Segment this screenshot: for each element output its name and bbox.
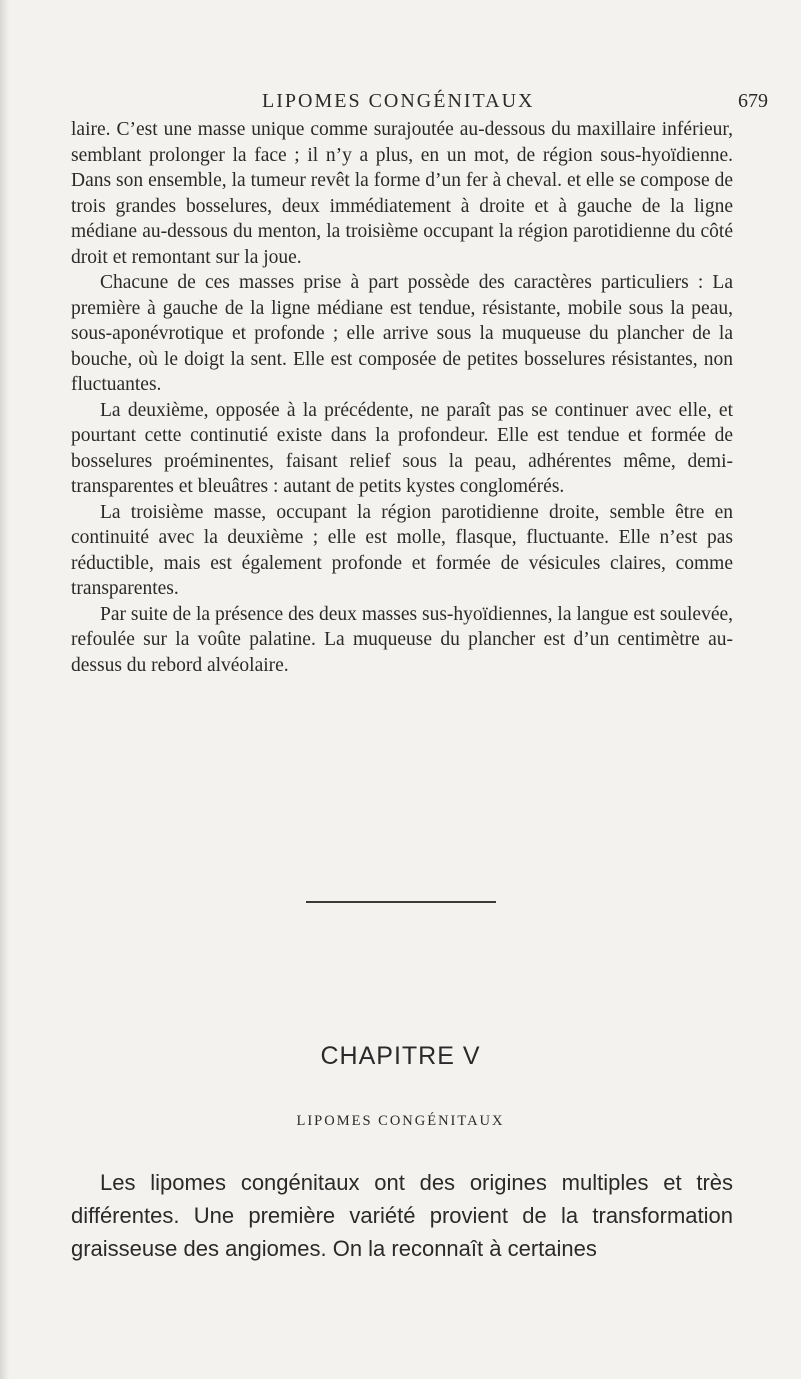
paragraph: La deuxième, opposée à la précédente, ne paraît pas se continuer avec elle, et pourtant cette continutié existe dans la profondeur. Elle est tendue et formée de bosselures proéminentes, faisant relief sous la peau, adhérentes même, demi-transparentes et bleuâtres : autant de petits kystes conglomérés. (71, 399, 733, 497)
chapter-subtitle: LIPOMES CONGÉNITAUX (296, 1113, 505, 1129)
page-number: 679 (738, 90, 768, 112)
paragraph: Par suite de la présence des deux masses sus-hyoïdiennes, la langue est soulevée, refoulée sur la voûte palatine. La muqueuse du plancher est d’un centimètre au-dessus du rebord alvéolaire. (71, 603, 733, 676)
section-divider (306, 901, 496, 903)
running-title: LIPOMES CONGÉNITAUX (262, 90, 535, 112)
paragraph: laire. C’est une masse unique comme surajoutée au-dessous du maxillaire inférieur, semblant prolonger la face ; il n’y a plus, en un mot, de région sous-hyoïdienne. Dans son ensemble, la tumeur revêt la forme d’un fer à cheval. et elle se compose de trois grandes bosselures, deux immédiatement à droite et à gauche de la ligne médiane au-dessous du menton, la troisième occupant la région parotidienne du côté droit et remontant sur la joue. (71, 119, 733, 268)
page-header (0, 90, 801, 118)
body-text (71, 117, 733, 678)
chapter-text (71, 1166, 733, 1265)
chapter-title: CHAPITRE V (320, 1042, 481, 1070)
scan-edge-shadow (0, 0, 10, 1379)
paragraph: Les lipomes congénitaux ont des origines multiples et très différentes. Une première variété provient de la transformation graisseuse des angiomes. On la reconnaît à certaines (71, 1170, 733, 1261)
paragraph: La troisième masse, occupant la région parotidienne droite, semble être en continuité avec la deuxième ; elle est molle, flasque, fluctuante. Elle n’est pas réductible, mais est également profonde et formée de vésicules claires, comme transparentes. (71, 501, 733, 599)
paragraph: Chacune de ces masses prise à part possède des caractères particuliers : La première à gauche de la ligne médiane est tendue, résistante, mobile sous la peau, sous-aponévrotique et profonde ; elle arrive sous la muqueuse du plancher de la bouche, où le doigt la sent. Elle est composée de petites bosselures résistantes, non fluctuantes. (71, 272, 733, 395)
